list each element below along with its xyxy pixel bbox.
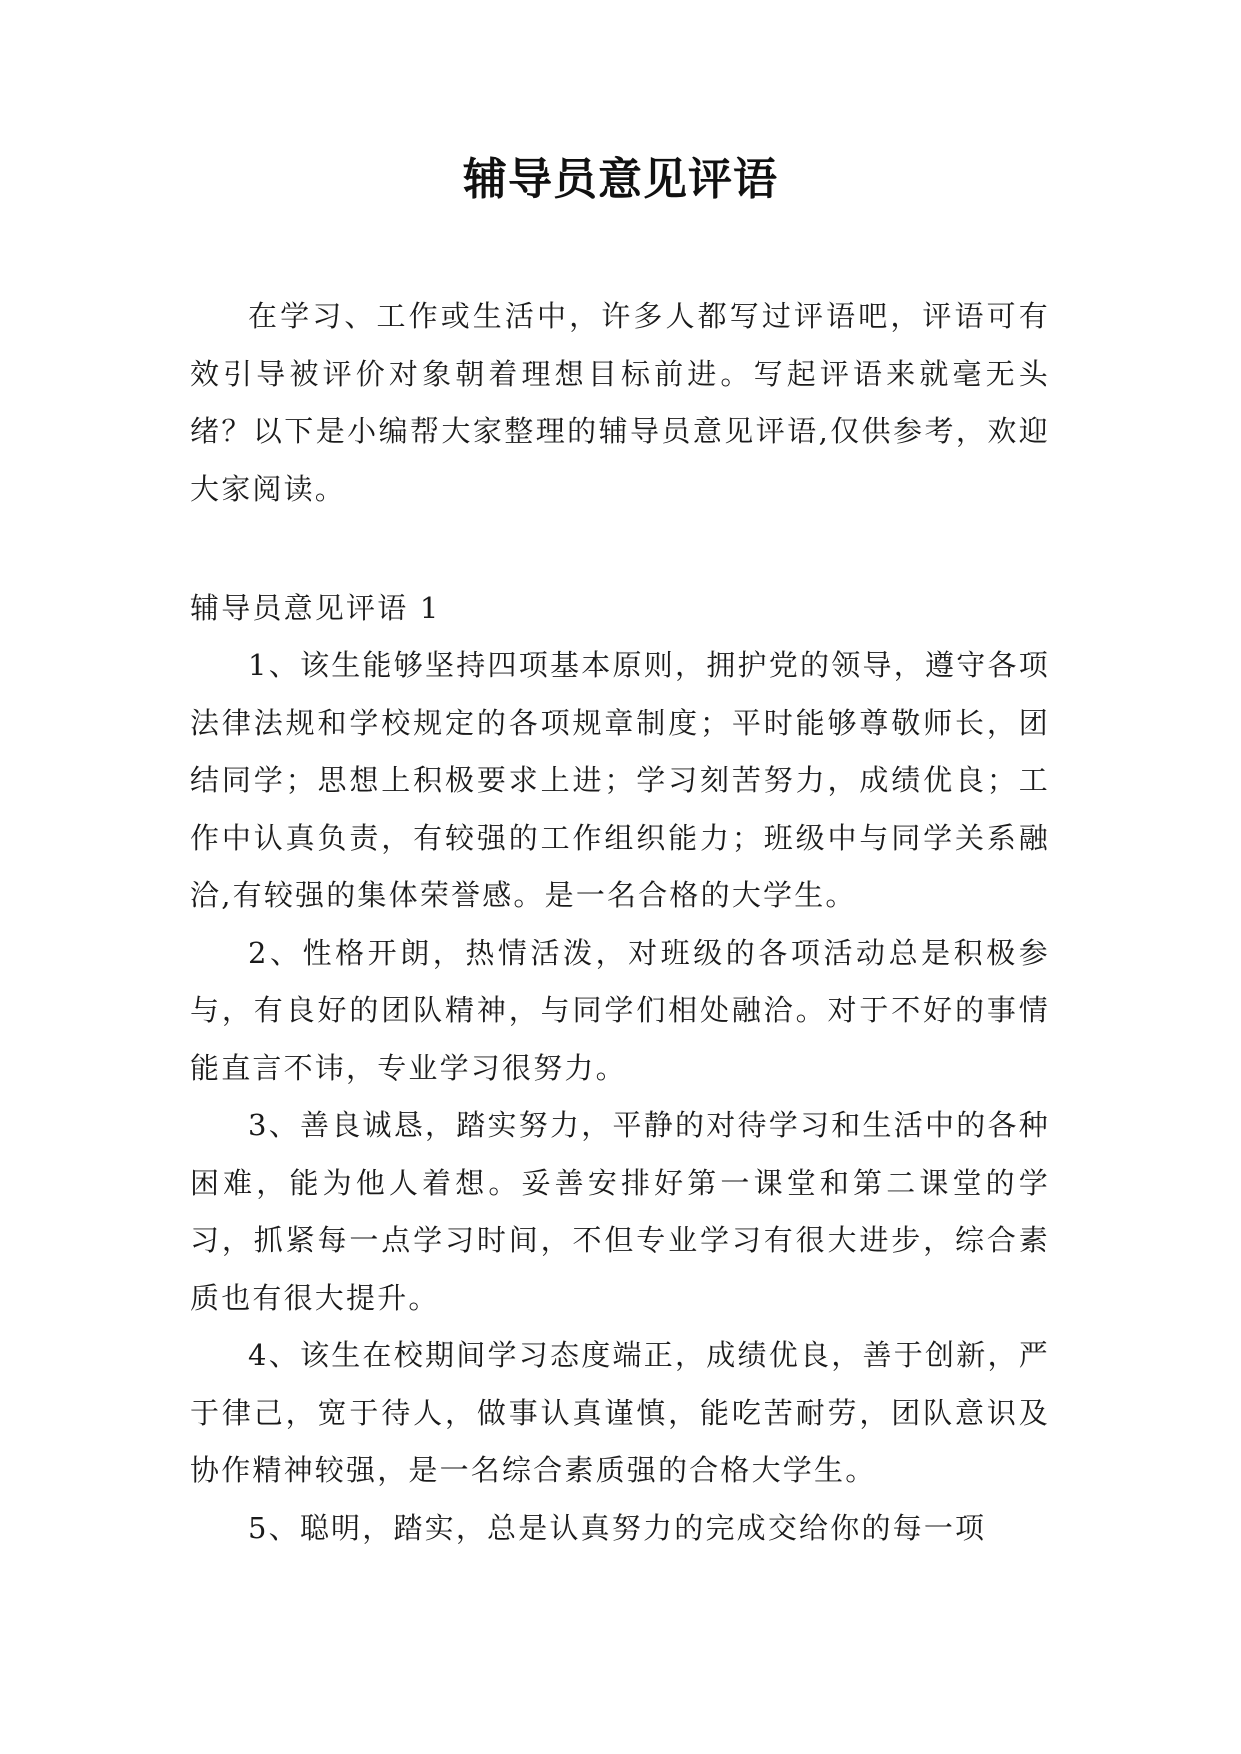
comment-list bbox=[190, 637, 1050, 1557]
comment-item-4: 4、该生在校期间学习态度端正，成绩优良，善于创新，严于律己，宽于待人，做事认真谨慎，能吃苦耐劳，团队意识及协作精神较强，是一名综合素质强的合格大学生。 bbox=[190, 1338, 1050, 1487]
section-heading: 辅导员意见评语 1 bbox=[190, 591, 441, 625]
comment-item-5: 5、聪明，踏实，总是认真努力的完成交给你的每一项 bbox=[248, 1510, 987, 1545]
comment-item-3: 3、善良诚恳，踏实努力，平静的对待学习和生活中的各种困难，能为他人着想。妥善安排好第一课堂和第二课堂的学习，抓紧每一点学习时间，不但专业学习有很大进步，综合素质也有很大提升。 bbox=[190, 1108, 1050, 1315]
comment-item-2: 2、性格开朗，热情活泼，对班级的各项活动总是积极参与，有良好的团队精神，与同学们相处融洽。对于不好的事情能直言不讳，专业学习很努力。 bbox=[190, 935, 1050, 1085]
document-title: 辅导员意见评语 bbox=[463, 154, 778, 205]
comment-item-1: 1、该生能够坚持四项基本原则，拥护党的领导，遵守各项法律法规和学校规定的各项规章制度；平时能够尊敬师长，团结同学；思想上积极要求上进；学习刻苦努力，成绩优良；工作中认真负责，有较强的工作组织能力；班级中与同学关系融洽,有较强的集体荣誉感。是一名合格的大学生。 bbox=[190, 648, 1050, 912]
intro-section bbox=[190, 288, 1050, 518]
intro-paragraph: 在学习、工作或生活中，许多人都写过评语吧，评语可有效引导被评价对象朝着理想目标前进。写起评语来就毫无头绪？以下是小编帮大家整理的辅导员意见评语,仅供参考，欢迎大家阅读。 bbox=[190, 299, 1050, 506]
